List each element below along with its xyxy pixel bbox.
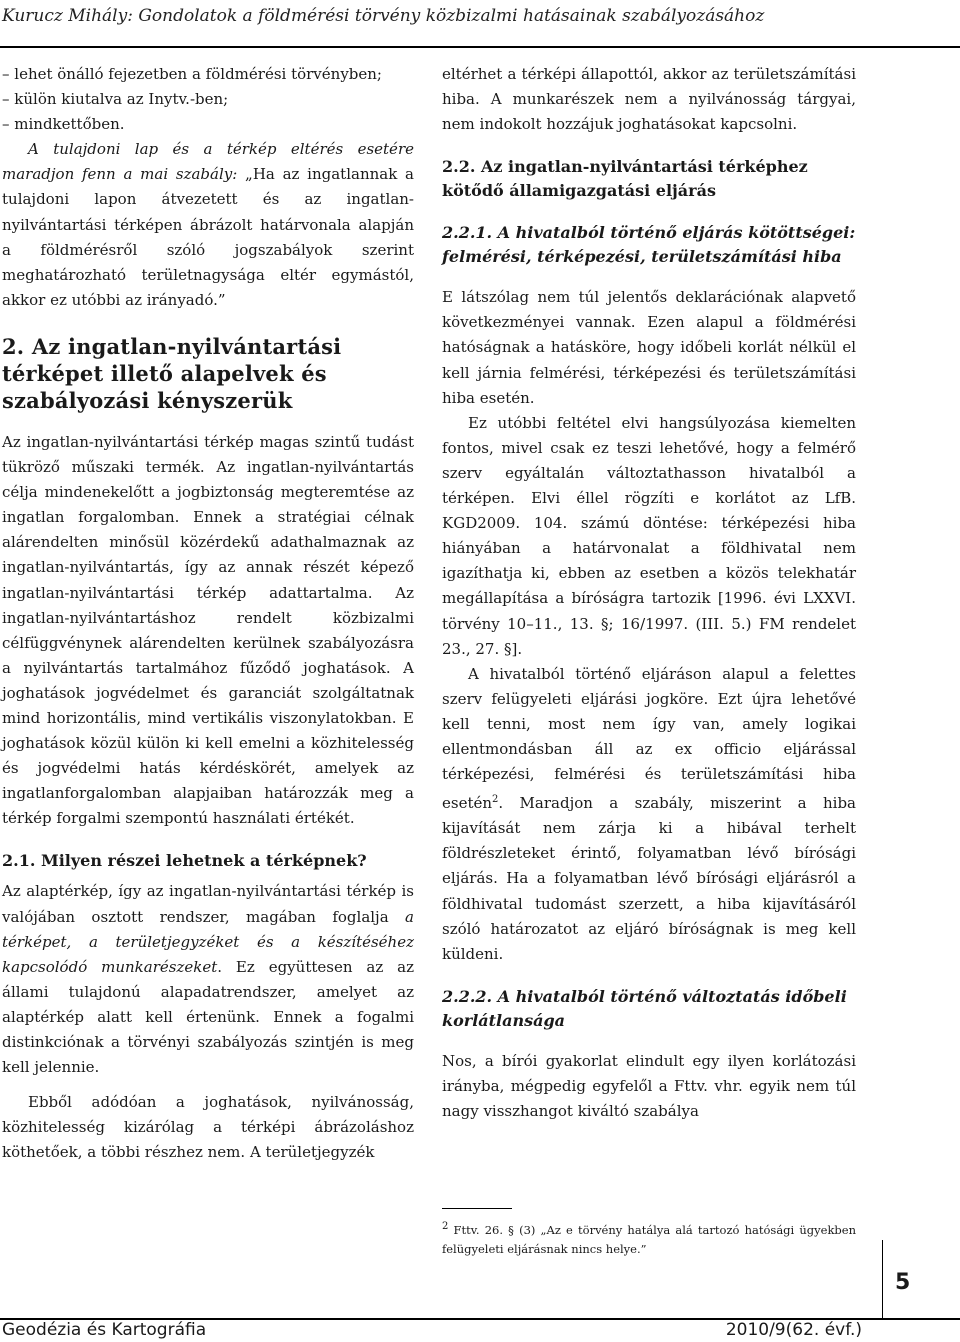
emphasis: a térképet, a területjegyzéket és a készítéséhez kapcsolódó munkarészeket — [2, 907, 414, 976]
bullet-list — [2, 62, 414, 137]
quote-intro: A tulajdoni lap és a térkép eltérés esetére maradjon fenn a mai szabály: — [2, 140, 414, 184]
section-2-body: Az ingatlan-nyilvántartási térkép magas szintű tudást tükröző műszaki termék. Az ingatlan-nyilvántartás célja mindenekelőtt a jogbiztonság megteremtése az ingatlan forgalomban. Ennek a stratégiai célnak alárendelten minősül közérdekű adathalmaznak az ingatlan-nyilvántartás, így az annak részét képező ingatlan-nyilvántartási térkép adattartalma. Az ingatlan-nyilvántartáshoz rendelt közbizalmi célfüggvénynek alárendelten kerülnek szabályozásra a nyilvántartás tartalmához fűződő joghatások. A joghatások jogvédelmet és garanciát szolgáltatnak mind horizontális, mind vertikális viszonylatokban. E joghatások közül külön ki kell emelni a közhitelesség és jogvédelmi hatás kérdéskörét, amelyek az ingatlanforgalomban alapjaiban határozzák meg a térkép forgalmi szempontú használati értékét. — [2, 432, 414, 828]
issue-info: 2010/9(62. évf.) — [725, 1320, 862, 1340]
list-item: – külön kiutalva az Inytv.-ben; — [2, 90, 229, 109]
journal-name: Geodézia és Kartográfia — [2, 1320, 207, 1340]
paragraph: E látszólag nem túl jelentős deklarációnak alapvető következményei vannak. Ezen alapul a földmérési hatóságnak a hatásköre, hogy időbeli korlát nélkül el kell járnia felmérési, térképezési és területszámítási hiba esetén. — [442, 288, 856, 407]
page-number: 5 — [895, 1270, 911, 1295]
continued-paragraph: eltérhet a térképi állapottól, akkor az területszámítási hiba. A munkarészek nem a nyilvánosság tárgyai, nem indokolt hozzájuk joghatásokat kapcsolni. — [442, 65, 856, 134]
running-header — [0, 0, 960, 48]
paragraph: Nos, a bírói gyakorlat elindult egy ilyen korlátozási irányba, mégpedig egyfelől a Fttv. vhr. egyik nem túl nagy visszhangot kiváltó szabálya — [442, 1051, 856, 1120]
section-2-2-heading: 2.2. Az ingatlan-nyilvántartási térképhez kötődő államigazgatási eljárás — [442, 157, 808, 201]
section-2-1-heading: 2.1. Milyen részei lehetnek a térképnek? — [2, 851, 367, 871]
section-2-2-1-heading: 2.2.1. A hivatalból történő eljárás kötöttségei: felmérési, térképezési, területszámítási hiba — [442, 223, 856, 267]
quote-paragraph — [2, 137, 414, 313]
running-title: Kurucz Mihály: Gondolatok a földmérési törvény közbizalmi hatásainak szabályozásához — [2, 6, 765, 26]
section-2-1-paragraph: Az alaptérkép, így az ingatlan-nyilvántartási térkép is valójában osztott rendszer, magában foglalja a térképet, a területjegyzéket és a készítéséhez kapcsolódó munkarészeket. Ez együttesen az az állami tulajdonú alapadatrendszer, amelyet az alaptérkép alatt kell értenünk. Ennek a fogalmi distinkciónak a törvényi szabályozás szintjén is meg kell jelennie. — [2, 882, 415, 1077]
paragraph: Ez utóbbi feltétel elvi hangsúlyozása kiemelten fontos, mivel csak ez teszi lehetővé, hogy a felmérő szerv egyáltalán változtathasson hivatalból a térképen. Elvi éllel rögzíti e korlátot az LfB. KGD2009. 104. számú döntése: térképezési hiba hiányában a határvonalat a földhivatal nem igazíthatja ki, ebben az esetben a közös telekhatár megállapítása a bíróságra tartozik [1996. évi LXXVI. törvény 10–11., 13. §; 16/1997. (III. 5.) FM rendelet 23., 27. §]. — [442, 413, 856, 658]
list-item: – lehet önálló fejezetben a földmérési törvényben; — [2, 65, 382, 83]
footnote-mark: 2 — [442, 1221, 449, 1232]
quote-text: „Ha az ingatlannak a tulajdoni lapon átvezetett és az ingatlan-nyilvántartási térképen ábrázolt határvonala alapján a földmérésről szóló jogszabályok szerint meghatározható területnagysága eltér egymástól, akkor ez utóbbi az irányadó.” — [2, 165, 414, 309]
section-2-heading: 2. Az ingatlan-nyilvántartási térképet illető alapelvek és szabályozási kényszerük — [2, 333, 342, 413]
footnote — [442, 1217, 856, 1259]
footnote-ref[interactable]: 2 — [492, 794, 499, 806]
list-item: – mindkettőben. — [2, 115, 125, 134]
paragraph: A hivatalból történő eljáráson alapul a felettes szerv felügyeleti eljárási jogköre. Ezt újra lehetővé kell tenni, most nem így van, amely logikai ellentmondásban áll az ex officio eljárással térképezési, felmérési és területszámítási hiba esetén$^2$. Maradjon a szabály, miszerint a hiba kijavítását nem zárja ki a hibával terhelt földrészleteket érintő, folyamatban lévő bírósági eljárás. Ha a folyamatban lévő bírósági eljárásról a földhivatal tudomást szerzett, a hiba kijavításáról szóló határozatot az eljáró bíróságnak is meg kell küldeni. — [442, 664, 856, 963]
section-2-2-2-heading: 2.2.2. A hivatalból történő változtatás időbeli korlátlansága — [442, 986, 847, 1030]
footnote-text: Fttv. 26. § (3) „Az e törvény hatálya alá tartozó hatósági ügyekben felügyeleti eljárásnak nincs helye.” — [442, 1222, 856, 1256]
section-2-1-paragraph-2: Ebből adódóan a joghatások, nyilvánosság, közhitelesség kizárólag a térképi ábrázoláshoz köthetőek, a többi részhez nem. A területjegyzék — [2, 1093, 414, 1162]
left-column — [2, 62, 414, 1165]
right-column — [442, 62, 856, 1124]
footnote-divider — [442, 1208, 512, 1209]
